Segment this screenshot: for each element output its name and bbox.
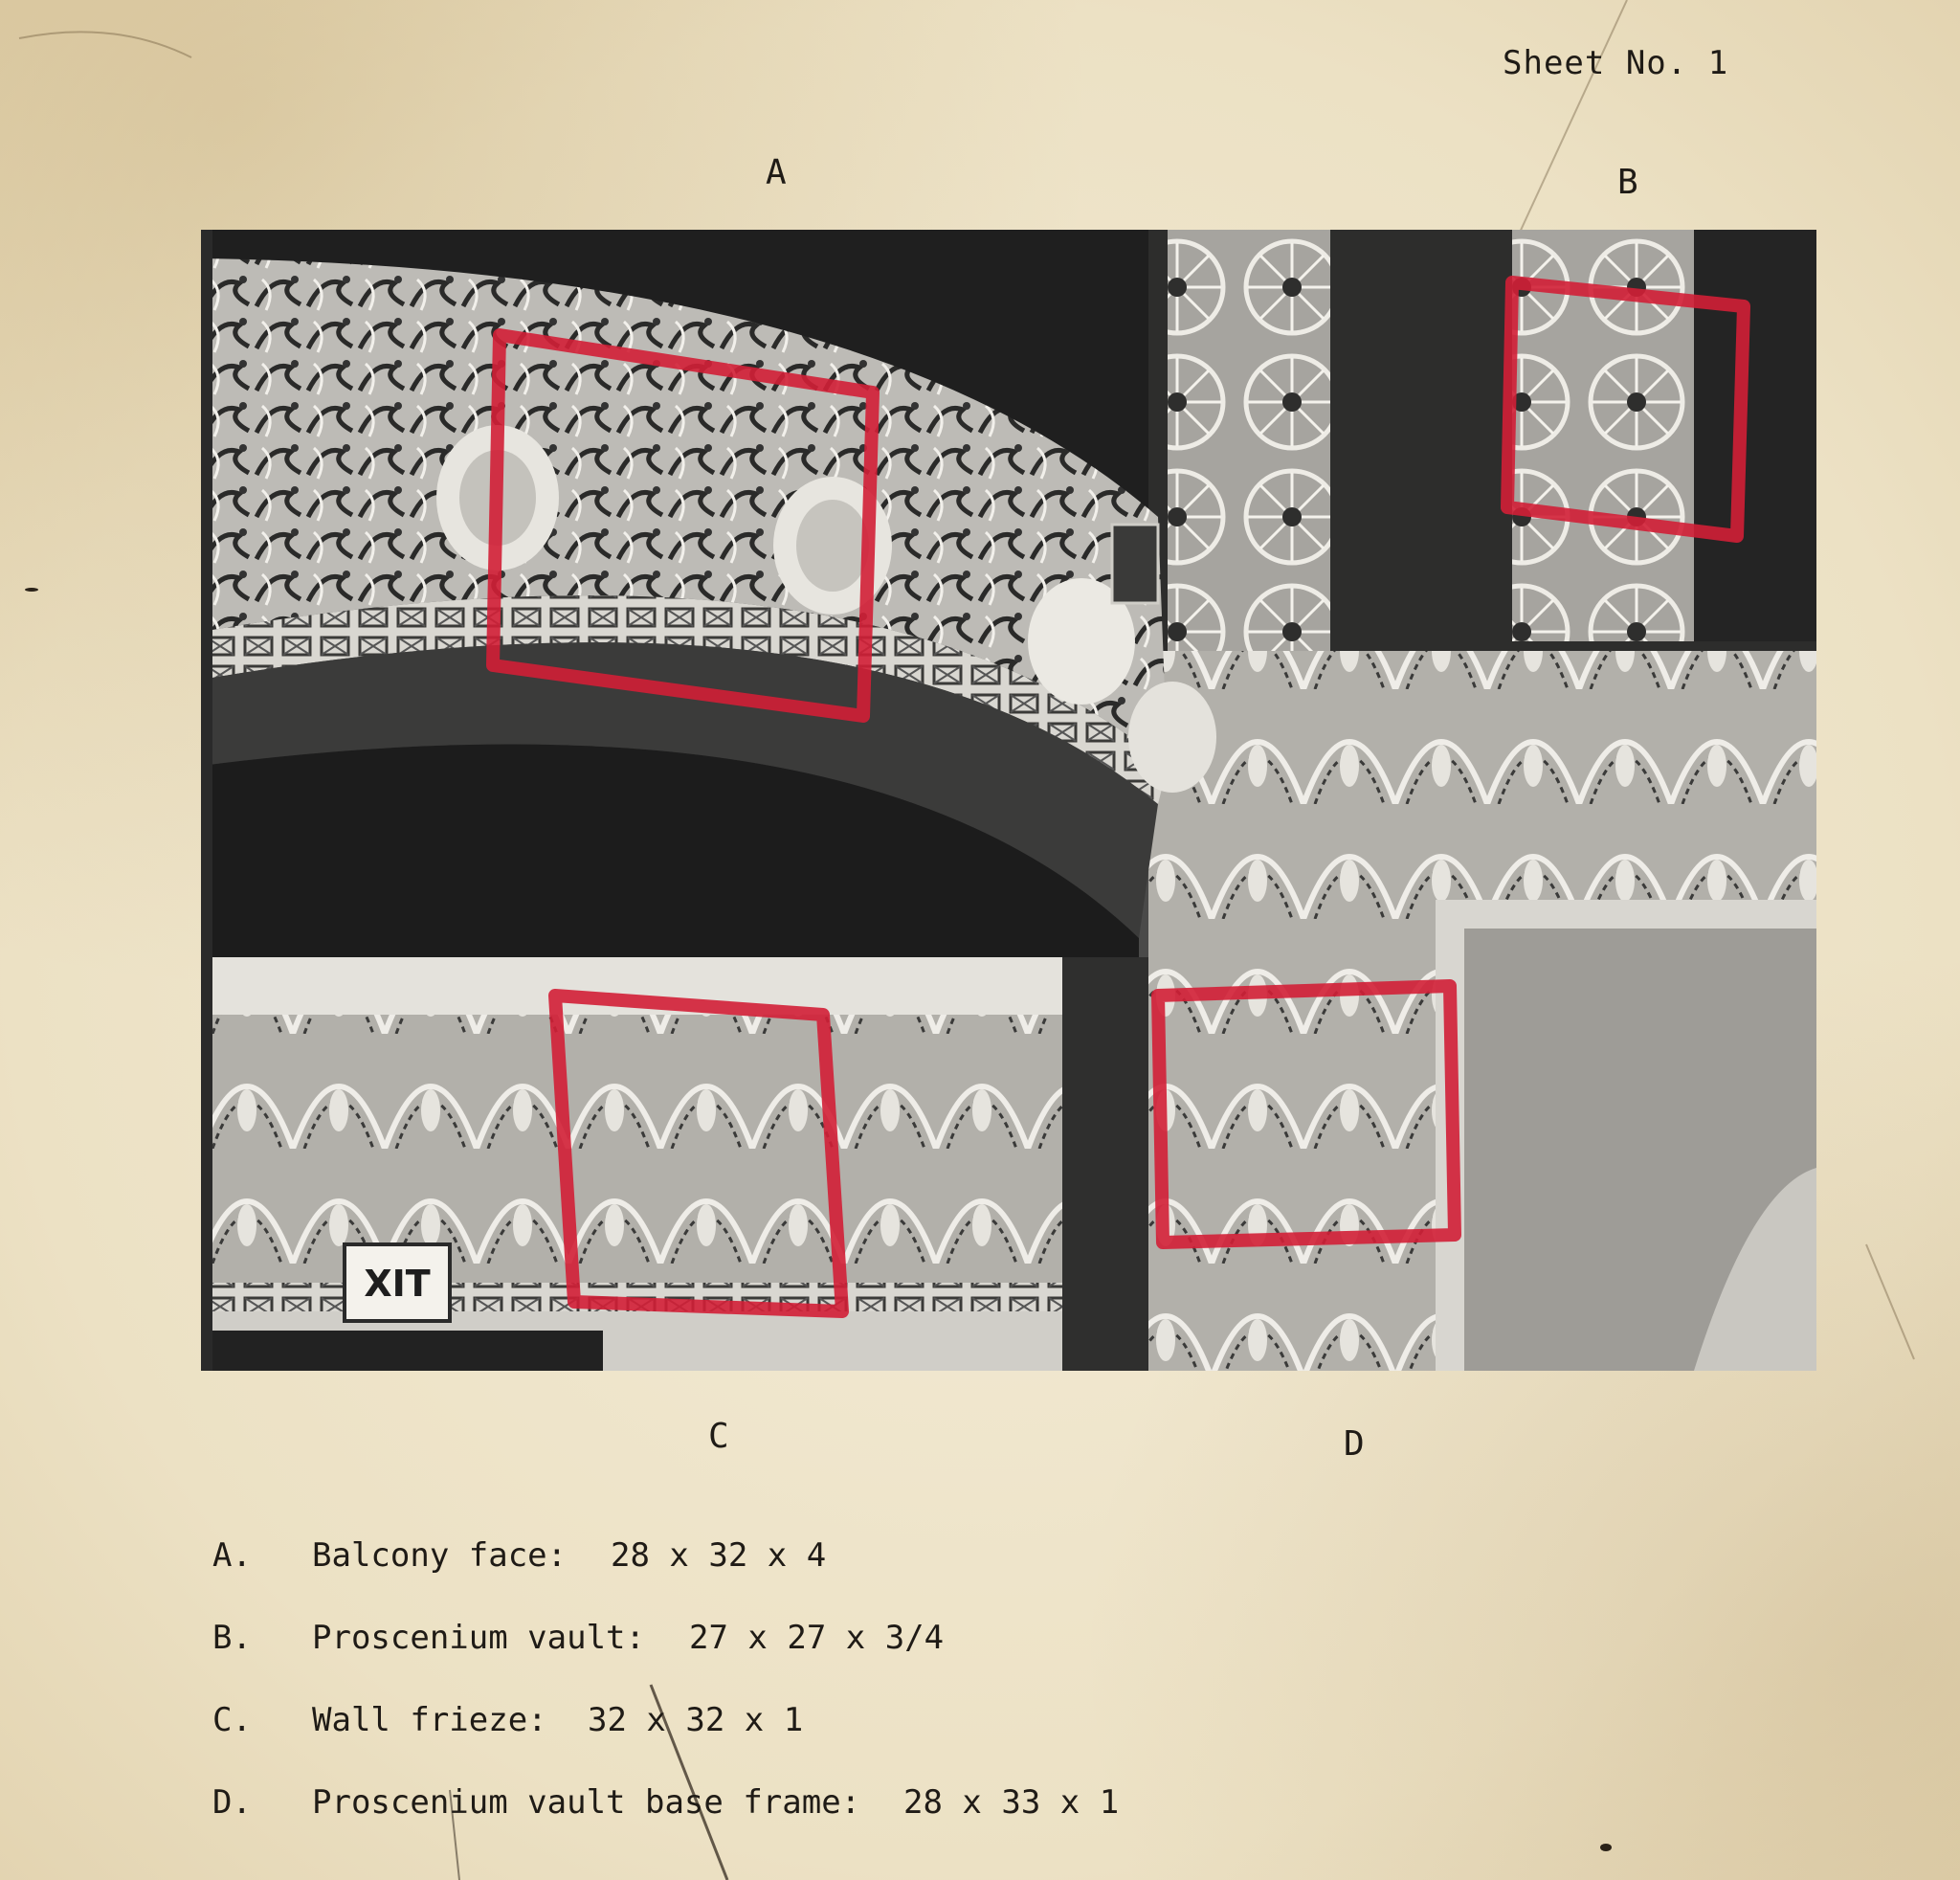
ornament-photograph [201, 230, 1816, 1371]
legend-row-d [212, 1783, 1361, 1866]
legend-label: Wall frieze: [312, 1701, 547, 1739]
ink-speck [1600, 1844, 1612, 1851]
corner-label-b: B [1617, 163, 1638, 202]
legend-label: Proscenium vault base frame: [312, 1783, 861, 1822]
sheet-number: Sheet No. 1 [1503, 44, 1729, 82]
exit-sign-text: XIT [364, 1263, 431, 1305]
ornament-photo-drawing [201, 230, 1816, 1371]
legend-dimensions: 28 x 33 x 1 [903, 1783, 1120, 1822]
legend-letter: A. [212, 1536, 252, 1575]
legend-row-c [212, 1701, 1361, 1783]
legend-letter: C. [212, 1701, 252, 1739]
legend-dimensions: 27 x 27 x 3/4 [689, 1619, 945, 1657]
legend-dimensions: 32 x 32 x 1 [588, 1701, 804, 1739]
legend-letter: B. [212, 1619, 252, 1657]
legend-row-b [212, 1619, 1361, 1701]
legend-dimensions: 28 x 32 x 4 [611, 1536, 827, 1575]
legend-letter: D. [212, 1783, 252, 1822]
corner-label-d: D [1344, 1424, 1365, 1464]
dimensions-legend [212, 1536, 1361, 1866]
legend-label: Balcony face: [312, 1536, 568, 1575]
legend-label: Proscenium vault: [312, 1619, 645, 1657]
corner-label-c: C [708, 1417, 729, 1456]
corner-label-a: A [766, 153, 787, 192]
ink-speck [25, 588, 38, 592]
legend-row-a [212, 1536, 1361, 1619]
